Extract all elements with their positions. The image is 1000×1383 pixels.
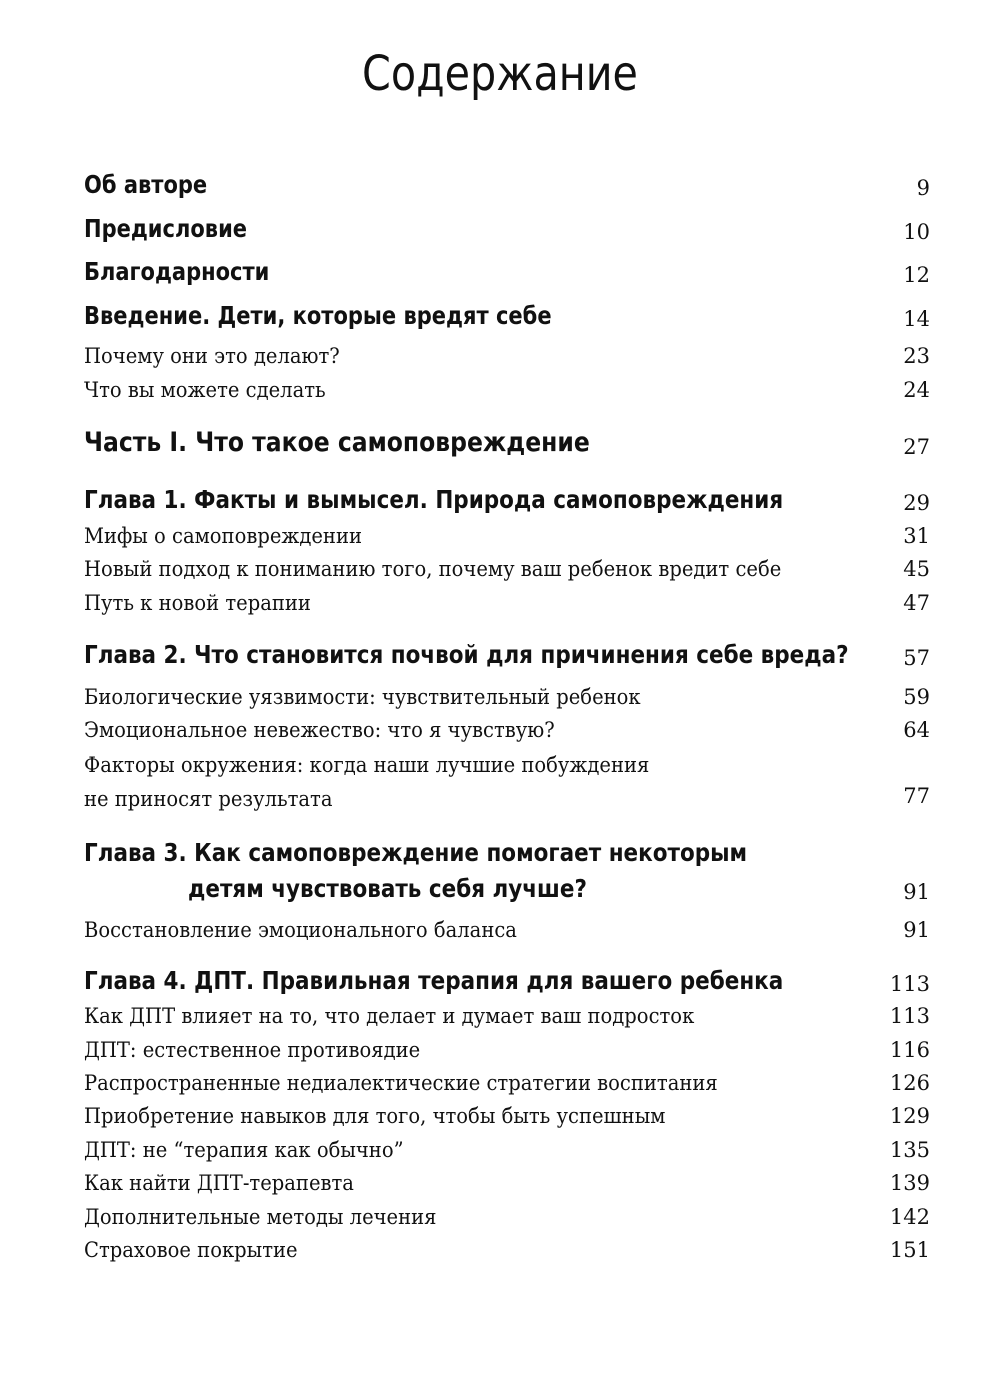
toc-entry-page: 59 [903, 685, 930, 709]
toc-entry-page: 151 [889, 1238, 930, 1262]
toc-entry-page: 113 [889, 972, 930, 996]
page-title: Содержание [362, 46, 638, 102]
toc-entry-label: Благодарности [84, 257, 270, 286]
toc-entry-page: 14 [903, 307, 930, 331]
toc-entry-label: Мифы о самоповреждении [84, 524, 362, 548]
toc-entry-label: Путь к новой терапии [84, 591, 311, 615]
toc-entry-label: Как ДПТ влияет на то, что делает и думает ваш подросток [84, 1004, 695, 1028]
toc-entry-page: 139 [889, 1171, 930, 1195]
toc-entry-label: Глава 2. Что становится почвой для причинения себе вреда? [84, 640, 849, 669]
toc-entry-page: 91 [903, 880, 930, 904]
toc-entry-label: Почему они это делают? [84, 344, 340, 368]
toc-entry-label: Распространенные недиалектические стратегии воспитания [84, 1071, 718, 1095]
toc-entry-page: 27 [903, 435, 930, 459]
toc-entry-label: Страховое покрытие [84, 1238, 298, 1262]
toc-entry-label: Дополнительные методы лечения [84, 1205, 437, 1229]
toc-entry-label: не приносят результата [84, 787, 333, 811]
toc-entry-label: Восстановление эмоционального баланса [84, 918, 517, 942]
toc-entry-label: Глава 1. Факты и вымысел. Природа самоповреждения [84, 485, 784, 514]
toc-entry-page: 29 [903, 491, 930, 515]
toc-entry-page: 47 [903, 591, 930, 615]
toc-entry-page: 64 [903, 718, 930, 742]
toc-entry-page: 91 [903, 918, 930, 942]
toc-entry-label: ДПТ: не “терапия как обычно” [84, 1138, 404, 1162]
toc-entry-page: 126 [889, 1071, 930, 1095]
toc-entry-label: ДПТ: естественное противоядие [84, 1038, 421, 1062]
toc-entry-page: 142 [889, 1205, 930, 1229]
toc-entry-label: Часть I. Что такое самоповреждение [84, 427, 590, 458]
toc-entry-label: Биологические уязвимости: чувствительный ребенок [84, 685, 641, 709]
toc-entry-page: 57 [903, 646, 930, 670]
toc-entry-label: Что вы можете сделать [84, 378, 326, 402]
toc-entry-label: Об авторе [84, 170, 208, 199]
toc-entry-label: Как найти ДПТ-терапевта [84, 1171, 354, 1195]
toc-entry-label: Введение. Дети, которые вредят себе [84, 301, 552, 330]
toc-entry-page: 10 [903, 220, 930, 244]
toc-entry-page: 135 [889, 1138, 930, 1162]
toc-entry-label: Глава 4. ДПТ. Правильная терапия для вашего ребенка [84, 966, 784, 995]
toc-entry-page: 24 [903, 378, 930, 402]
toc-entry-label: Новый подход к пониманию того, почему ваш ребенок вредит себе [84, 557, 782, 581]
toc-entry-page: 116 [889, 1038, 930, 1062]
toc-entry-page: 129 [889, 1104, 930, 1128]
toc-entry-page: 31 [903, 524, 930, 548]
toc-entry-page: 23 [903, 344, 930, 368]
toc-entry-page: 113 [889, 1004, 930, 1028]
toc-entry-page: 45 [903, 557, 930, 581]
toc-entry-label: Приобретение навыков для того, чтобы быть успешным [84, 1104, 666, 1128]
toc-entry-label: Эмоциональное невежество: что я чувствую? [84, 718, 555, 742]
toc-entry-page: 77 [903, 784, 930, 808]
toc-entry-label: детям чувствовать себя лучше? [188, 874, 587, 903]
toc-entry-label: Предисловие [84, 214, 248, 243]
toc-entry-label: Факторы окружения: когда наши лучшие побуждения [84, 753, 650, 777]
toc-entry-page: 9 [916, 176, 930, 200]
toc-entry-label: Глава 3. Как самоповреждение помогает некоторым [84, 838, 748, 867]
toc-entry-page: 12 [903, 263, 930, 287]
